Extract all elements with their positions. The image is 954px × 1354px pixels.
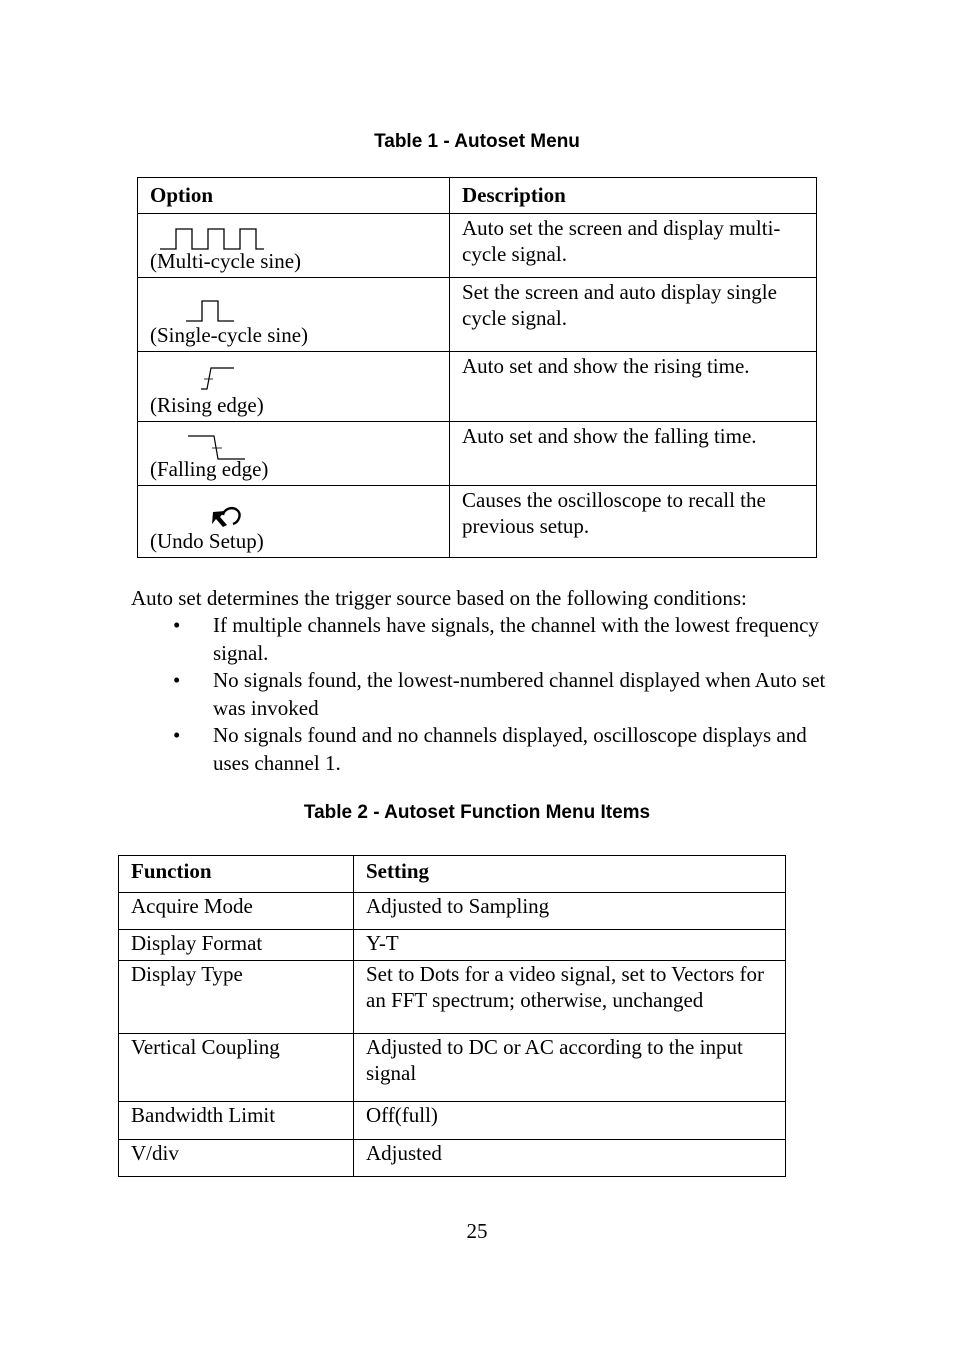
description-cell: Auto set the screen and display multi-cycle signal. [450, 214, 817, 278]
header-function: Function [119, 856, 354, 893]
table-row [119, 961, 786, 1034]
conditions-paragraph: Auto set determines the trigger source based on the following conditions: [131, 586, 747, 610]
function-cell: Display Type [119, 961, 354, 1034]
function-cell: Bandwidth Limit [119, 1102, 354, 1140]
table1-caption: Table 1 - Autoset Menu [374, 131, 580, 152]
option-cell [138, 422, 450, 486]
option-label: (Undo Setup) [150, 529, 264, 553]
undo-arrow-icon [211, 506, 245, 528]
option-label: (Rising edge) [150, 393, 264, 417]
setting-cell: Adjusted to DC or AC according to the input signal [354, 1034, 786, 1102]
function-cell: Acquire Mode [119, 893, 354, 930]
autoset-function-table [118, 855, 786, 1177]
list-item-text: No signals found and no channels displayed, oscilloscope displays and uses channel 1. [213, 723, 807, 775]
table-row [138, 214, 817, 278]
option-cell [138, 214, 450, 278]
list-item [170, 612, 830, 667]
list-item [170, 667, 830, 722]
description-cell: Auto set and show the falling time. [450, 422, 817, 486]
function-cell: Display Format [119, 930, 354, 961]
table-row [138, 352, 817, 422]
option-cell [138, 278, 450, 352]
list-item [170, 722, 830, 777]
bullet-icon: • [173, 613, 181, 637]
table-row [119, 1102, 786, 1140]
single-cycle-pulse-icon [186, 300, 236, 322]
table2-caption: Table 2 - Autoset Function Menu Items [303, 802, 651, 823]
conditions-list [170, 612, 830, 777]
option-label: (Multi-cycle sine) [150, 249, 302, 273]
table-header-row [138, 178, 817, 214]
table-row [119, 1140, 786, 1177]
option-label: (Falling edge) [150, 457, 269, 481]
table-row [138, 422, 817, 486]
option-cell [138, 486, 450, 558]
function-cell: V/div [119, 1140, 354, 1177]
setting-cell: Adjusted [354, 1140, 786, 1177]
setting-cell: Set to Dots for a video signal, set to Vectors for an FFT spectrum; otherwise, unchanged [354, 961, 786, 1034]
setting-cell: Y-T [354, 930, 786, 961]
description-cell: Auto set and show the rising time. [450, 352, 817, 422]
header-setting: Setting [354, 856, 786, 893]
description-cell: Set the screen and auto display single cycle signal. [450, 278, 817, 352]
function-cell: Vertical Coupling [119, 1034, 354, 1102]
option-cell [138, 352, 450, 422]
multi-cycle-square-wave-icon [160, 228, 265, 250]
description-cell: Causes the oscilloscope to recall the previous setup. [450, 486, 817, 558]
table-row [138, 486, 817, 558]
setting-cell: Off(full) [354, 1102, 786, 1140]
list-item-text: If multiple channels have signals, the channel with the lowest frequency signal. [213, 613, 819, 665]
table-row [138, 278, 817, 352]
autoset-menu-table [137, 177, 817, 558]
header-description: Description [450, 178, 817, 214]
table-row [119, 930, 786, 961]
table-row [119, 1034, 786, 1102]
header-option: Option [138, 178, 450, 214]
list-item-text: No signals found, the lowest-numbered channel displayed when Auto set was invoked [213, 668, 826, 720]
table-row [119, 893, 786, 930]
option-label: (Single-cycle sine) [150, 323, 309, 347]
bullet-icon: • [173, 668, 181, 692]
bullet-icon: • [173, 723, 181, 747]
setting-cell: Adjusted to Sampling [354, 893, 786, 930]
page-number: 25 [466, 1219, 488, 1243]
rising-edge-icon [201, 367, 235, 391]
table-header-row [119, 856, 786, 893]
